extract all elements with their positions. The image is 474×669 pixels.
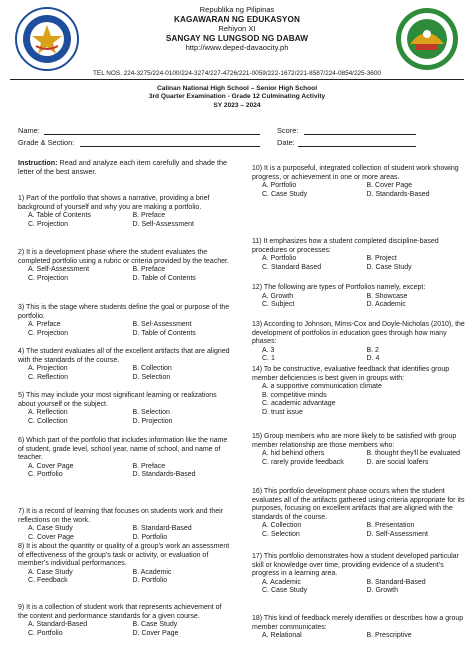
question-item xyxy=(252,366,467,418)
question-item xyxy=(18,249,233,283)
question-text: 7) It is a record of learning that focuses on students work and their reflections on the work. xyxy=(18,508,224,524)
question-item xyxy=(18,508,233,542)
answer-option[interactable]: C. Feedback xyxy=(28,577,68,585)
answer-options xyxy=(18,266,233,283)
header-line-website: http://www.deped-davaocity.ph xyxy=(185,43,289,53)
answer-options xyxy=(18,569,233,586)
question-text: 5) This may include your most significant learning or realizations about yourself or the subject. xyxy=(18,392,217,408)
answer-option[interactable]: B. Selection xyxy=(132,409,170,417)
header-line-division: SANGAY NG LUNGSOD NG DABAW xyxy=(165,33,309,43)
question-text: 8) It is about the quantity or quality of a group’s work an assessment of effectiveness of the group’s task or activity, or evaluation of member’s individual performances. xyxy=(18,543,230,568)
davao-division-seal-icon xyxy=(394,6,460,72)
question-item xyxy=(252,321,467,364)
answer-option[interactable]: A. Case Study xyxy=(28,568,73,576)
question-item xyxy=(252,615,467,641)
answer-option[interactable]: D. Standards-Based xyxy=(366,190,430,198)
answer-option[interactable]: B. Showcase xyxy=(366,292,408,300)
answer-options xyxy=(252,293,467,310)
answer-option[interactable]: B. Case Study xyxy=(132,621,178,629)
grade-section-label: Grade & Section: xyxy=(18,138,75,147)
answer-option[interactable]: D. 4 xyxy=(366,355,380,363)
answer-option[interactable]: C. Projection xyxy=(28,274,69,282)
answer-option[interactable]: A. Relational xyxy=(262,632,302,640)
question-item xyxy=(252,433,467,467)
question-text: 11) It emphasizes how a student completed discipline-based procedures or processes: xyxy=(252,238,439,254)
question-text: 9) It is a collection of student work that represents achievement of the content and performance standards for a given course. xyxy=(18,604,222,620)
question-item xyxy=(18,348,233,382)
answer-option[interactable]: B. Prescriptive xyxy=(366,632,412,640)
question-item xyxy=(252,165,467,199)
answer-options xyxy=(252,182,467,199)
name-field[interactable] xyxy=(44,134,260,135)
answer-option[interactable]: C. Projection xyxy=(28,329,69,337)
answer-options xyxy=(18,321,233,338)
header-line-deped: KAGAWARAN NG EDUKASYON xyxy=(174,14,300,24)
answer-option[interactable]: A. Self-Assessment xyxy=(28,266,90,274)
question-text: 6) Which part of the portfolio that includes information like the name of student, grade level, school year, name of school, and name of teacher. xyxy=(18,437,228,462)
deped-seal-icon xyxy=(14,6,80,72)
answer-option[interactable]: D. Self-Assessment xyxy=(132,220,194,228)
answer-options xyxy=(252,347,467,364)
answer-option[interactable]: A. Standard-Based xyxy=(28,621,88,629)
date-label: Date: xyxy=(277,138,295,147)
answer-option[interactable]: C. Standard Based xyxy=(262,263,322,271)
answer-option[interactable]: A. hid behind others xyxy=(262,450,325,458)
question-text: 16) This portfolio development phase occurs when the student evaluates all of the artifacts gathered using criteria appropriate for its purposes, focusing on excellent artifacts that are aligned with the standards of the course. xyxy=(252,488,465,521)
answer-option[interactable]: A. 3 xyxy=(262,346,275,354)
header-line-republic: Republika ng Pilipinas xyxy=(199,5,275,14)
question-item xyxy=(252,238,467,272)
answer-option[interactable]: C. academic advantage xyxy=(262,400,336,408)
name-label: Name: xyxy=(18,126,40,135)
question-text: 13) According to Johnson, Mims-Cox and Doyle-Nicholas (2010), the development of portfolios in education goes through how many phases: xyxy=(252,321,465,346)
letterhead xyxy=(80,5,394,53)
question-text: 12) The following are types of Portfolios namely, except: xyxy=(252,284,426,291)
grade-section-field[interactable] xyxy=(80,146,260,147)
answer-option[interactable]: C. Portfolio xyxy=(28,629,63,637)
answer-option[interactable]: D. Portfolio xyxy=(132,577,168,585)
answer-option[interactable]: D. Table of Contents xyxy=(132,329,196,337)
answer-option[interactable]: C. 1 xyxy=(262,355,275,363)
answer-option[interactable]: A. Case Study xyxy=(28,525,73,533)
exam-title: 3rd Quarter Examination - Grade 12 Culminating Activity xyxy=(148,93,326,101)
question-text: 3) This is the stage where students define the goal or purpose of the portfolio. xyxy=(18,304,230,320)
date-field[interactable] xyxy=(298,146,416,147)
answer-option[interactable]: A. Academic xyxy=(262,578,301,586)
question-item xyxy=(252,488,467,540)
answer-option[interactable]: D. Academic xyxy=(366,301,406,309)
answer-options xyxy=(252,450,467,467)
question-item xyxy=(18,304,233,338)
answer-options xyxy=(18,525,233,542)
answer-option[interactable]: C. Case Study xyxy=(262,190,308,198)
answer-option[interactable]: B. Standard-Based xyxy=(366,578,426,586)
answer-option[interactable]: D. Case Study xyxy=(366,263,412,271)
answer-option[interactable]: B. competitive minds xyxy=(262,391,327,399)
answer-option[interactable]: C. Cover Page xyxy=(28,533,74,541)
question-text: 2) It is a development phase where the student evaluates the completed portfolio using a rubric or criteria provided by the teacher. xyxy=(18,249,229,265)
question-text: 14) To be constructive, evaluative feedback that identifies group member deficiencies is best given in groups with: xyxy=(252,366,450,382)
answer-option[interactable]: D. Table of Contents xyxy=(132,274,196,282)
answer-option[interactable]: A. Preface xyxy=(28,321,61,329)
answer-options xyxy=(252,383,467,417)
instruction-text: Read and analyze each item carefully and shade the letter of the best answer. xyxy=(18,158,227,177)
answer-option[interactable]: C. Portfolio xyxy=(28,471,63,479)
answer-option[interactable]: A. a supportive communication climate xyxy=(262,383,382,391)
school-name: Calinan National High School – Senior High School xyxy=(156,85,318,92)
answer-options xyxy=(18,621,233,638)
answer-option[interactable]: C. Selection xyxy=(262,530,300,538)
answer-options xyxy=(18,212,233,229)
answer-option[interactable]: B. Sel-Assessment xyxy=(132,321,192,329)
answer-options xyxy=(252,255,467,272)
question-text: 10) It is a purposeful, integrated collection of student work showing progress, or achievement in one or more areas. xyxy=(252,165,459,181)
telephone-numbers: TEL NOS. 224-3275/224-0100/224-3274/227-4726/221-0059/222-1672/221-8587/224-0854/225-3600 xyxy=(93,70,381,77)
question-text: 17) This portfolio demonstrates how a student developed particular skill or knowledge over time, providing evidence of a student’s progress in a learning area. xyxy=(252,553,459,578)
answer-option[interactable]: B. 2 xyxy=(366,346,379,354)
answer-option[interactable]: D. Self-Assessment xyxy=(366,530,428,538)
answer-option[interactable]: A. Growth xyxy=(262,292,294,300)
answer-option[interactable]: B. Collection xyxy=(132,365,172,373)
answer-option[interactable]: C. Case Study xyxy=(262,587,308,595)
answer-option[interactable]: A. Portfolio xyxy=(262,255,297,263)
question-text: 1) Part of the portfolio that shows a narrative, providing a brief background of yourself and why you are making a portfolio. xyxy=(18,195,210,211)
answer-option[interactable]: C. Subject xyxy=(262,301,295,309)
answer-options xyxy=(18,463,233,480)
answer-option[interactable]: D. Growth xyxy=(366,587,399,595)
header-line-region: Rehiyon XI xyxy=(218,24,256,34)
answer-option[interactable]: D. Portfolio xyxy=(132,533,168,541)
answer-option[interactable]: B. Preface xyxy=(132,212,166,220)
answer-option[interactable]: B. Cover Page xyxy=(366,182,413,190)
answer-option[interactable]: B. thought they'll be evaluated xyxy=(366,450,461,458)
answer-option[interactable]: D. are social loafers xyxy=(366,458,429,466)
question-item xyxy=(252,553,467,596)
answer-option[interactable]: B. Academic xyxy=(132,568,172,576)
question-item xyxy=(18,195,233,229)
question-text: 15) Group members who are more likely to be satisfied with group member relationship are those members who: xyxy=(252,433,457,449)
instruction xyxy=(18,158,228,176)
question-item xyxy=(18,437,233,480)
school-year: SY 2023 – 2024 xyxy=(213,101,261,109)
answer-options xyxy=(252,632,467,641)
answer-option[interactable]: A. Cover Page xyxy=(28,462,74,470)
answer-option[interactable]: A. Portfolio xyxy=(262,182,297,190)
answer-option[interactable]: D. Selection xyxy=(132,373,171,381)
answer-options xyxy=(252,522,467,539)
answer-option[interactable]: C. Collection xyxy=(28,417,68,425)
answer-option[interactable]: C. Reflection xyxy=(28,373,69,381)
answer-option[interactable]: B. Standard-Based xyxy=(132,525,192,533)
answer-options xyxy=(252,579,467,596)
answer-option[interactable]: B. Preface xyxy=(132,462,166,470)
question-text: 4) The student evaluates all of the excellent artifacts that are aligned with the standards of the course. xyxy=(18,348,230,364)
answer-option[interactable]: A. Collection xyxy=(262,522,302,530)
question-item xyxy=(18,604,233,638)
header-divider xyxy=(10,79,464,80)
answer-option[interactable]: D. Projection xyxy=(132,417,173,425)
answer-options xyxy=(18,409,233,426)
question-text: 18) This kind of feedback merely identifies or describes how a group member communicates: xyxy=(252,615,464,631)
answer-option[interactable]: B. Presentation xyxy=(366,522,415,530)
answer-option[interactable]: D. trust issue xyxy=(262,408,303,416)
answer-option[interactable]: D. Standards-Based xyxy=(132,471,196,479)
school-info xyxy=(0,85,474,110)
answer-options xyxy=(18,365,233,382)
instruction-label: Instruction: xyxy=(18,158,58,167)
score-field[interactable] xyxy=(304,134,416,135)
score-label: Score: xyxy=(277,126,299,135)
answer-option[interactable]: B. Preface xyxy=(132,266,166,274)
answer-option[interactable]: C. rarely provide feedback xyxy=(262,458,344,466)
question-item xyxy=(18,392,233,426)
answer-option[interactable]: A. Table of Contents xyxy=(28,212,91,220)
question-item xyxy=(18,543,233,586)
answer-option[interactable]: D. Cover Page xyxy=(132,629,179,637)
answer-option[interactable]: C. Projection xyxy=(28,220,69,228)
answer-option[interactable]: A. Reflection xyxy=(28,409,68,417)
question-item xyxy=(252,284,467,310)
answer-option[interactable]: A. Projection xyxy=(28,365,68,373)
answer-option[interactable]: B. Project xyxy=(366,255,397,263)
